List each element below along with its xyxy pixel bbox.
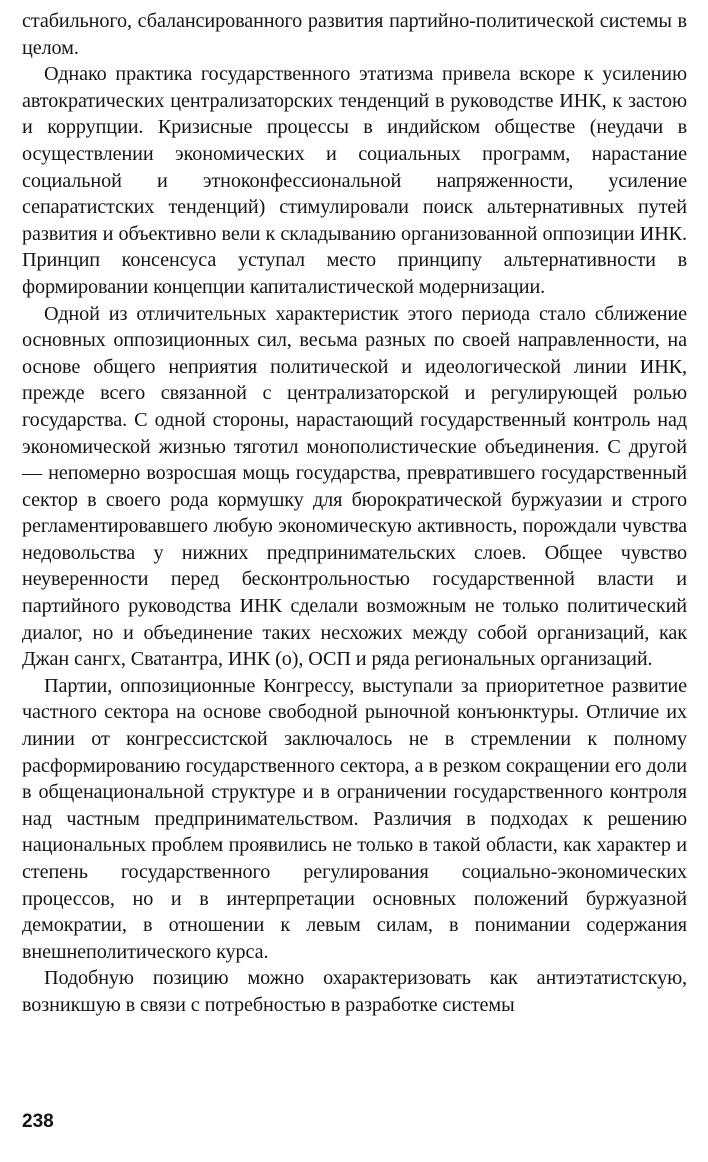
paragraph-2: Однако практика государственного этатизма привела вскоре к усилению автократических централизаторских тенденций в руководстве ИНК, к застою и коррупции. Кризисные процессы в индийском обществе (неудачи в осуществлении экономических и социальных программ, нарастание социальной и этноконфессиональной напряженности, усиление сепаратистских тенденций) стимулировали поиск альтернативных путей развития и объективно вели к складыванию организованной оппозиции ИНК. Принцип консенсуса уступал место принципу альтернативности в формировании концепции капиталистической модернизации.: [22, 63, 687, 298]
paragraph-3: Одной из отличительных характеристик этого периода стало сближение основных оппозиционных сил, весьма разных по своей направленности, на основе общего неприятия политической и идеологической линии ИНК, прежде всего связанной с централизаторской и регулирующей ролью государства. С одной стороны, нарастающий государственный контроль над экономической жизнью тяготил монополистические объединения. С другой — непомерно возросшая мощь государства, превратившего государственный сектор в своего рода кормушку для бюрократической буржуазии и строго регламентировавшего любую экономическую активность, порождали чувства недовольства у нижних предпринимательских слоев. Общее чувство неуверенности перед бесконтрольностью государственной власти и партийного руководства ИНК сделали возможным не только политический диалог, но и объединение таких несхожих между собой организаций, как Джан сангх, Сватантра, ИНК (о), ОСП и ряда региональных организаций.: [22, 302, 687, 671]
page-number: 238: [22, 1111, 54, 1132]
document-page: [22, 8, 687, 1019]
paragraph-4: Партии, оппозиционные Конгрессу, выступали за приоритетное развитие частного сектора на основе свободной рыночной конъюнктуры. Отличие их линии от конгрессистской заключалось не в стремлении к полному расформированию государственного сектора, а в резком сокращении его доли в общенациональной структуре и в ограничении государственного контроля над частным предпринимательством. Различия в подходах к решению национальных проблем проявились не только в такой области, как характер и степень государственного регулирования социально-экономических процессов, но и в интерпретации основных положений буржуазной демократии, в отношении к левым силам, в понимании содержания внешнеполитического курса.: [22, 674, 687, 963]
paragraph-1: стабильного, сбалансированного развития партийно-политической системы в целом.: [22, 10, 687, 59]
paragraph-5: Подобную позицию можно охарактеризовать как антиэтатистскую, возникшую в связи с потребностью в разработке системы: [22, 967, 687, 1016]
